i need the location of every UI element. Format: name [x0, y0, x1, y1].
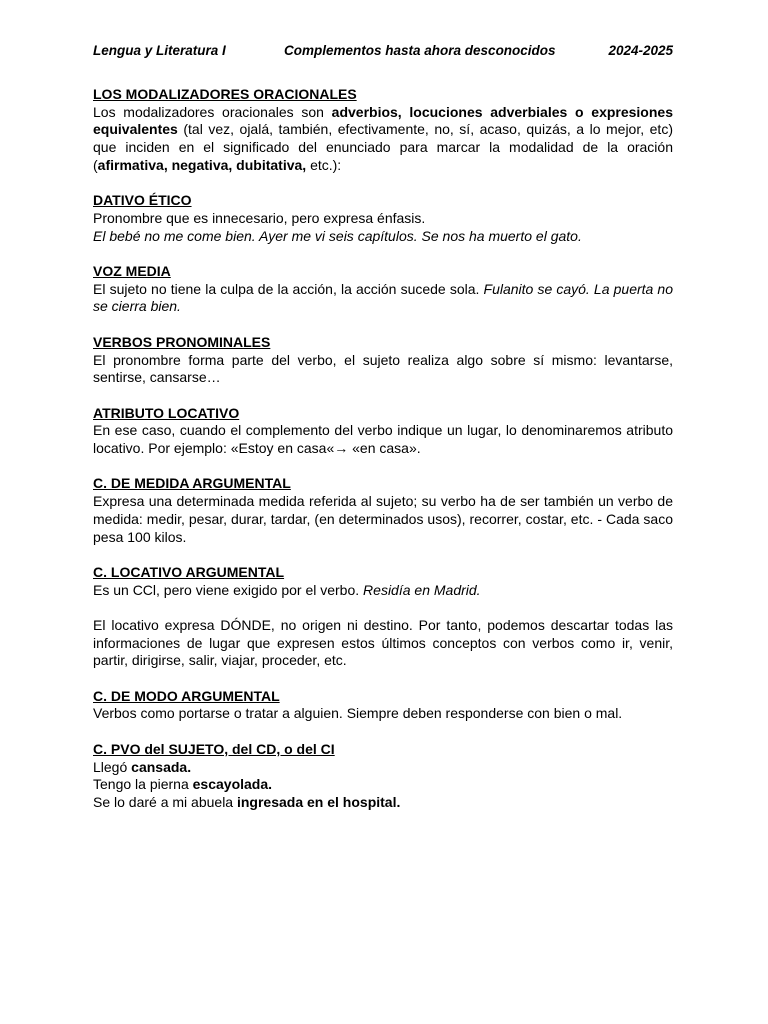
- page-header: [93, 43, 673, 61]
- section-dativo-etico: [93, 192, 673, 245]
- section-title: C. DE MEDIDA ARGUMENTAL: [93, 475, 291, 492]
- section-modalizadores: [93, 86, 673, 175]
- section-locativo-argumental: [93, 564, 673, 670]
- section-text: [93, 281, 673, 316]
- document-body: [93, 86, 673, 829]
- section-title: C. LOCATIVO ARGUMENTAL: [93, 563, 285, 580]
- text-run: Llegó: [93, 758, 132, 775]
- section-title: LOS MODALIZADORES ORACIONALES: [93, 86, 357, 102]
- section-title: VERBOS PRONOMINALES: [93, 333, 271, 350]
- section-verbos-pronominales: [93, 334, 673, 387]
- section-title: C. DE MODO ARGUMENTAL: [93, 687, 280, 704]
- paragraph-spacer: [93, 599, 673, 617]
- section-title: C. PVO del SUJETO, del CD, o del CI: [93, 740, 335, 757]
- section-predicativo: [93, 741, 673, 812]
- italic-run: Fulanito se cayó. La puerta no se cierra bien.: [93, 280, 674, 315]
- bold-run: afirmativa, negativa, dubitativa,: [97, 156, 307, 173]
- header-topic: Complementos hasta ahora desconocidos: [284, 43, 556, 58]
- section-title: VOZ MEDIA: [93, 263, 171, 279]
- example-line: [93, 759, 673, 777]
- bold-run: adverbios, locuciones adverbiales o expresiones equivalentes: [93, 103, 673, 138]
- section-voz-media: [93, 263, 673, 316]
- section-title: ATRIBUTO LOCATIVO: [93, 404, 240, 421]
- section-text: Expresa una determinada medida referida al sujeto; su verbo ha de ser también un verbo de medida: medir, pesar, durar, tardar, (en determinados usos), recorrer, costar, etc. - Cada saco pesa 100 kilos.: [93, 493, 673, 545]
- text-run: Tengo la pierna: [93, 776, 193, 793]
- text-run: (tal vez, ojalá, también, efectivamente, no, sí, acaso, quizás, a lo mejor, etc) que inciden en el significado del enunciado para marcar la modalidad de la oración (: [93, 121, 673, 173]
- section-text: [93, 104, 673, 175]
- example-line: [93, 776, 673, 794]
- italic-run: El bebé no me come bien. Ayer me vi seis capítulos. Se nos ha muerto el gato.: [93, 227, 582, 244]
- header-subject: Lengua y Literatura I: [93, 43, 226, 58]
- header-year: 2024-2025: [608, 43, 673, 58]
- text-run: etc.):: [306, 156, 342, 173]
- text-run: Se lo daré a mi abuela: [93, 793, 237, 810]
- section-text: Pronombre que es innecesario, pero expresa énfasis.: [93, 209, 426, 226]
- section-title: DATIVO ÉTICO: [93, 192, 192, 209]
- section-text: El pronombre forma parte del verbo, el sujeto realiza algo sobre sí mismo: levantarse, sentirse, cansarse…: [93, 351, 673, 386]
- section-modo-argumental: [93, 688, 673, 723]
- section-text: En ese caso, cuando el complemento del verbo indique un lugar, lo denominaremos atributo locativo. Por ejemplo: «Estoy en casa«→ «en casa».: [93, 422, 673, 456]
- section-text: Verbos como portarse o tratar a alguien. Siempre deben responderse con bien o mal.: [93, 705, 623, 722]
- section-text: El locativo expresa DÓNDE, no origen ni destino. Por tanto, podemos descartar todas las informaciones de lugar que expresen estos últimos conceptos con verbos como ir, venir, partir, dirigirse, salir, viajar, proceder, etc.: [93, 616, 673, 669]
- example-line: [93, 794, 673, 812]
- italic-run: Residía en Madrid.: [363, 581, 481, 598]
- section-atributo-locativo: [93, 405, 673, 458]
- bold-run: ingresada en el hospital.: [236, 793, 401, 810]
- text-run: Los modalizadores oracionales son: [93, 103, 332, 120]
- bold-run: cansada.: [131, 758, 192, 775]
- text-run: Es un CCl, pero viene exigido por el verbo.: [93, 581, 364, 598]
- example-text: [93, 228, 673, 246]
- section-medida-argumental: [93, 475, 673, 546]
- text-run: El sujeto no tiene la culpa de la acción, la acción sucede sola.: [93, 280, 484, 297]
- section-text: [93, 582, 673, 600]
- bold-run: escayolada.: [192, 776, 273, 793]
